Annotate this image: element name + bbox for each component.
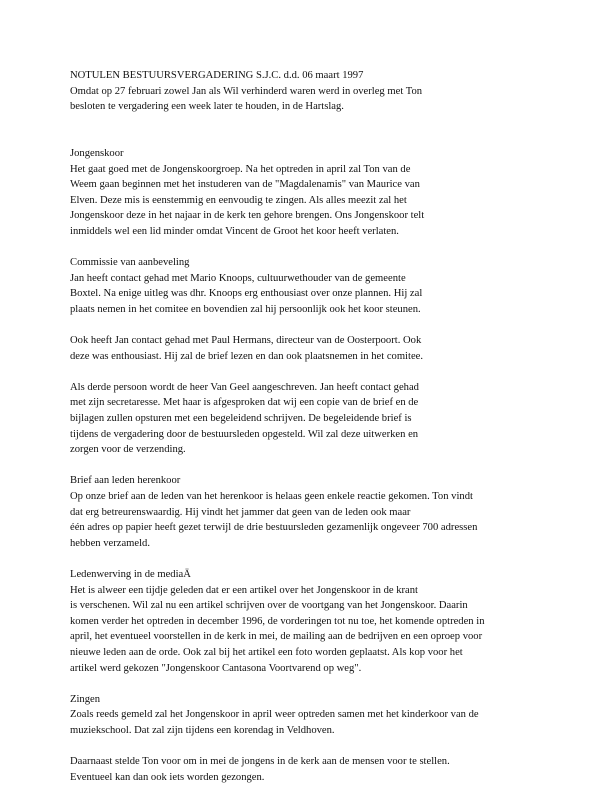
text-line: Elven. Deze mis is eenstemmig en eenvoudig te zingen. Als alles meezit zal het <box>70 194 407 206</box>
section-brief-herenkoor <box>70 473 590 551</box>
section-commissie <box>70 255 590 317</box>
text-line: Jongenskoor deze in het najaar in de kerk ten gehore brengen. Ons Jongenskoor telt <box>70 210 425 222</box>
text-line: komen verder het optreden in december 1996, de vorderingen tot nu toe, het komende optreden in <box>70 615 485 627</box>
text-line: april, het eventueel voorstellen in de kerk in mei, de mailing aan de bedrijven en een oproep voor <box>70 631 483 643</box>
paragraph <box>70 333 590 364</box>
section-zingen <box>70 692 590 739</box>
paragraph <box>70 380 590 458</box>
text-line: is verschenen. Wil zal nu een artikel schrijven over de voortgang van het Jongenskoor. Daarin <box>70 600 468 612</box>
text-line: Jan heeft contact gehad met Mario Knoops, cultuurwethouder van de gemeente <box>70 272 406 284</box>
text-line: Daarnaast stelde Ton voor om in mei de jongens in de kerk aan de mensen voor te stellen. <box>70 756 450 768</box>
text-line: Op onze brief aan de leden van het herenkoor is helaas geen enkele reactie gekomen. Ton vindt <box>70 491 473 503</box>
text-line: nieuwe leden aan de orde. Ook zal bij het artikel een foto worden geplaatst. Als kop voor het <box>70 646 463 658</box>
text-line: muziekschool. Dat zal zijn tijdens een korendag in Veldhoven. <box>70 724 335 736</box>
text-line: Omdat op 27 februari zowel Jan als Wil verhinderd waren werd in overleg met Ton <box>70 85 423 97</box>
text-line: plaats nemen in het comitee en bovendien zal hij persoonlijk ook het koor steunen. <box>70 303 421 315</box>
section-heading: Zingen <box>70 693 101 705</box>
text-line: Ook heeft Jan contact gehad met Paul Hermans, directeur van de Oosterpoort. Ook <box>70 335 422 347</box>
text-line: Eventueel kan dan ook iets worden gezongen. <box>70 771 265 783</box>
text-line: deze was enthousiast. Hij zal de brief lezen en dan ook plaatsnemen in het comitee. <box>70 350 423 362</box>
text-line: met zijn secretaresse. Met haar is afgesproken dat wij een copie van de brief en de <box>70 397 419 409</box>
text-line: Zoals reeds gemeld zal het Jongenskoor in april weer optreden samen met het kinderkoor van de <box>70 709 479 721</box>
paragraph <box>70 754 590 785</box>
text-line: artikel werd gekozen "Jongenskoor Cantasona Voortvarend op weg". <box>70 662 362 674</box>
text-line: Als derde persoon wordt de heer Van Geel aangeschreven. Jan heeft contact gehad <box>70 381 419 393</box>
text-line: bijlagen zullen opsturen met een begeleidend schrijven. De begeleidende brief is <box>70 413 412 425</box>
intro-paragraph <box>70 84 590 115</box>
text-line: Boxtel. Na enige uitleg was dhr. Knoops erg enthousiast over onze plannen. Hij zal <box>70 288 423 300</box>
text-line: Het gaat goed met de Jongenskoorgroep. Na het optreden in april zal Ton van de <box>70 163 411 175</box>
text-line: besloten te vergadering een week later te houden, in de Hartslag. <box>70 101 344 113</box>
text-line: Het is alweer een tijdje geleden dat er een artikel over het Jongenskoor in de krant <box>70 584 418 596</box>
section-heading: Jongenskoor <box>70 147 124 159</box>
section-jongenskoor <box>70 146 590 240</box>
text-line: tijdens de vergadering door de bestuursleden opgesteld. Wil zal deze uitwerken en <box>70 428 419 440</box>
text-line: dat erg betreurenswaardig. Hij vindt het jammer dat geen van de leden ook maar <box>70 506 411 518</box>
section-heading: Commissie van aanbeveling <box>70 257 190 269</box>
section-heading: Brief aan leden herenkoor <box>70 475 181 487</box>
text-line: Weem gaan beginnen met het instuderen van de "Magdalenamis" van Maurice van <box>70 179 420 191</box>
text-line: hebben verzameld. <box>70 537 151 549</box>
text-line: inmiddels wel een lid minder omdat Vincent de Groot het koor heeft verlaten. <box>70 225 399 237</box>
section-heading: Ledenwerving in de mediaÄ <box>70 569 191 580</box>
section-ledenwerving <box>70 567 590 676</box>
document-title: NOTULEN BESTUURSVERGADERING S.J.C. d.d. 06 maart 1997 <box>70 70 364 81</box>
document-page <box>70 68 590 801</box>
text-line: één adres op papier heeft gezet terwijl de drie bestuursleden gezamenlijk ongeveer 700 adressen <box>70 522 478 534</box>
text-line: zorgen voor de verzending. <box>70 444 186 456</box>
